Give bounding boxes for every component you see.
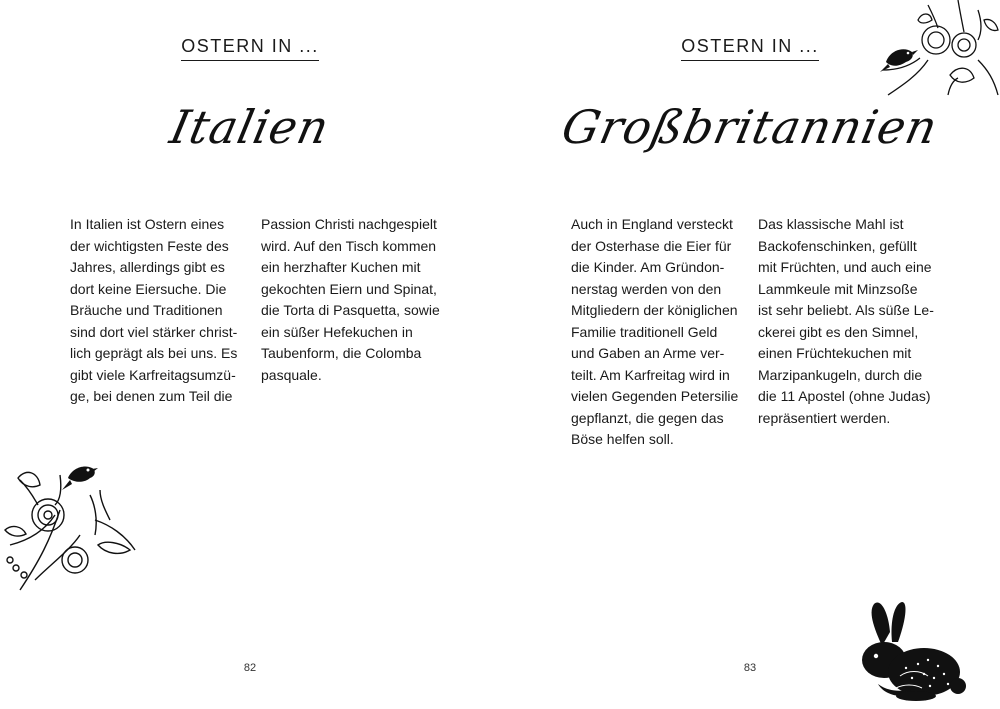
- text-line: ist sehr beliebt. Als süße Le-: [758, 302, 934, 318]
- text-line: pasquale.: [261, 366, 322, 383]
- text-line: der wichtigsten Feste des: [70, 237, 229, 254]
- text-line: vielen Gegenden Petersilie: [571, 388, 739, 404]
- text-line: ckerei gibt es den Simnel,: [758, 323, 919, 340]
- text-line: und Gaben an Arme ver-: [571, 345, 725, 361]
- text-line: nerstag werden von den: [571, 280, 722, 297]
- left-column-2: [261, 214, 441, 386]
- text-line: Marzipankugeln, durch die: [758, 366, 923, 383]
- text-line: ein süßer Hefekuchen in: [261, 323, 413, 340]
- text-line: Taubenform, die Colomba: [261, 345, 422, 361]
- text-line: Familie traditionell Geld: [571, 323, 718, 340]
- right-page: [500, 0, 1000, 709]
- rabbit-icon: [838, 598, 968, 704]
- text-line: ein herzhafter Kuchen mit: [261, 259, 421, 275]
- page-number: 82: [243, 662, 257, 674]
- text-line: Auch in England versteckt: [571, 216, 733, 232]
- text-line: repräsentiert werden.: [758, 409, 891, 426]
- text-line: Bräuche und Traditionen: [70, 302, 223, 318]
- flower-bird-icon: [0, 450, 140, 595]
- flower-bird-icon: [878, 0, 1000, 105]
- text-line: Jahres, allerdings gibt es: [70, 259, 225, 275]
- text-line: die Kinder. Am Gründon-: [571, 259, 725, 275]
- left-column-1: [70, 214, 250, 408]
- right-title: Großbritannien: [557, 100, 943, 154]
- text-line: In Italien ist Ostern eines: [70, 216, 225, 232]
- text-line: Böse helfen soll.: [571, 431, 674, 447]
- text-line: der Osterhase die Eier für: [571, 237, 732, 254]
- text-line: Mitgliedern der königlichen: [571, 302, 738, 318]
- text-line: gibt viele Karfreitagsumzü-: [70, 366, 236, 383]
- text-line: mit Früchten, und auch eine: [758, 259, 932, 275]
- text-line: gepflanzt, die gegen das: [571, 409, 724, 426]
- right-column-1: [571, 214, 751, 451]
- text-line: Lammkeule mit Minzsoße: [758, 280, 918, 297]
- text-line: Backofenschinken, gefüllt: [758, 237, 917, 254]
- text-line: die 11 Apostel (ohne Judas): [758, 388, 931, 404]
- text-line: einen Früchtekuchen mit: [758, 345, 912, 361]
- text-line: die Torta di Pasquetta, sowie: [261, 302, 440, 318]
- right-kicker: OSTERN IN ...: [500, 36, 1000, 61]
- text-line: ge, bei denen zum Teil die: [70, 388, 233, 404]
- right-column-2: [758, 214, 938, 429]
- text-line: teilt. Am Karfreitag wird in: [571, 366, 730, 383]
- text-line: gekochten Eiern und Spinat,: [261, 280, 437, 297]
- text-line: Passion Christi nachgespielt: [261, 216, 437, 232]
- text-line: dort keine Eiersuche. Die: [70, 280, 227, 297]
- text-line: wird. Auf den Tisch kommen: [261, 237, 437, 254]
- left-kicker: OSTERN IN ...: [0, 36, 500, 61]
- text-line: sind dort viel stärker christ-: [70, 323, 238, 340]
- text-line: Das klassische Mahl ist: [758, 216, 904, 232]
- text-line: lich geprägt als bei uns. Es: [70, 345, 238, 361]
- page-number: 83: [743, 662, 757, 674]
- left-title: Italien: [165, 100, 335, 154]
